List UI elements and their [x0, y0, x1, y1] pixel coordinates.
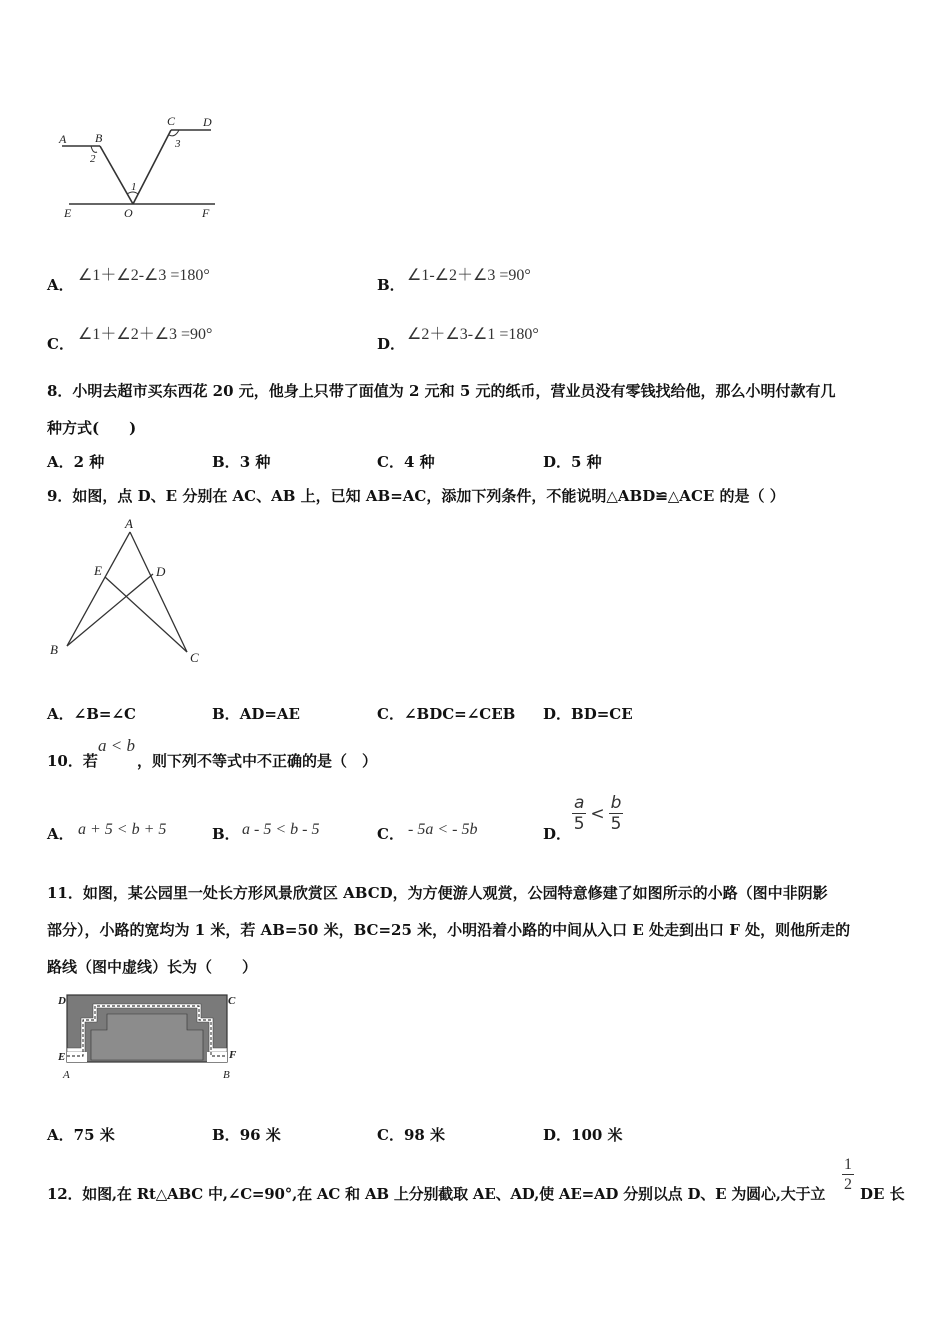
- q9-stem: 9．如图，点 D、E 分别在 AC、AB 上，已知 AB=AC，添加下列条件，不能说明△ABD≌△ACE 的是（ ）: [47, 487, 785, 505]
- q8-option-b-text: 3 种: [239, 453, 271, 471]
- label-a: A: [125, 516, 133, 531]
- label-b: B: [95, 131, 103, 145]
- q8-stem-line1: 8．小明去超市买东西花 20 元，他身上只带了面值为 2 元和 5 元的纸币，营业员没有零钱找给他，那么小明付款有几: [47, 382, 836, 400]
- q10-option-d-letter: D．: [543, 825, 572, 843]
- q8-option-d-letter: D．: [543, 453, 572, 471]
- q12-frac-num: 1: [844, 1156, 852, 1173]
- q11-stem-line3: 路线（图中虚线）长为（ ）: [47, 958, 258, 976]
- q9-option-d-letter: D．: [543, 705, 572, 723]
- label-d: D: [203, 115, 212, 129]
- line-bo: [100, 146, 133, 204]
- q10-option-d-den-b: 5: [610, 814, 622, 834]
- label-c: C: [167, 114, 176, 128]
- q10-option-d-fraction-a: [572, 795, 586, 833]
- q10-option-b-letter: B．: [212, 825, 240, 843]
- q7-option-c-letter: C．: [47, 335, 74, 353]
- q11-option-a: [47, 1124, 115, 1145]
- q8-option-d-text: 5 种: [571, 453, 602, 471]
- q8-option-a: [47, 451, 104, 472]
- q11-option-d: [543, 1124, 623, 1145]
- q10-option-c-text: - 5a < - 5b: [408, 821, 478, 838]
- q8-stem-line2: 种方式( ): [47, 419, 137, 437]
- label-f: F: [202, 206, 210, 220]
- q10-option-a-letter: A．: [47, 825, 74, 843]
- label-d: D: [156, 564, 166, 579]
- path-lower-right: [207, 1052, 227, 1062]
- line-ac: [130, 532, 187, 652]
- q9-option-b: [212, 703, 300, 724]
- q10-suffix: ，则下列不等式中不正确的是（ ）: [137, 752, 378, 770]
- q11-option-b-text: 96 米: [239, 1126, 281, 1144]
- q9-option-c: [377, 703, 515, 724]
- q12-half-fraction: [842, 1157, 854, 1193]
- q11-option-a-text: 75 米: [73, 1126, 115, 1144]
- label-a: A: [63, 1069, 70, 1081]
- q11-option-c-text: 98 米: [403, 1126, 446, 1144]
- label-o: O: [124, 206, 133, 220]
- q7-option-a-text: ∠1＋∠2-∠3 =180°: [78, 267, 210, 284]
- label-angle-3: 3: [175, 138, 181, 150]
- q10-option-d-num-b: b: [610, 793, 622, 813]
- q8-option-a-letter: A．: [47, 453, 74, 471]
- q10-option-d-relation: <: [590, 804, 605, 824]
- q8-option-d: [543, 451, 602, 472]
- q7-option-d-letter: D．: [377, 335, 406, 353]
- q9-option-d-text: BD=CE: [571, 705, 633, 723]
- q11-option-c: [377, 1124, 445, 1145]
- q10-option-d-fraction-b: [609, 795, 624, 833]
- label-e: E: [58, 1051, 66, 1063]
- label-a: A: [59, 132, 67, 146]
- q9-option-c-letter: C．: [377, 705, 404, 723]
- inner-block: [91, 1014, 203, 1060]
- q7-option-d-text: ∠2＋∠3-∠1 =180°: [407, 326, 539, 343]
- q8-option-c-text: 4 种: [403, 453, 435, 471]
- q9-figure: [45, 512, 210, 667]
- q9-option-b-text: AD=AE: [239, 705, 300, 723]
- angle-2-arc: [91, 146, 97, 152]
- q9-option-a-text: ∠B=∠C: [73, 705, 136, 723]
- q11-figure: [55, 990, 245, 1082]
- label-c: C: [228, 995, 236, 1007]
- q8-option-b-letter: B．: [212, 453, 240, 471]
- q12-stem-part1: 12．如图,在 Rt△ABC 中,∠C=90°,在 AC 和 AB 上分别截取 AE、AD,使 AE=AD 分别以点 D、E 为圆心,大于立: [47, 1185, 826, 1203]
- line-ab: [67, 532, 130, 646]
- q11-option-d-letter: D．: [543, 1126, 572, 1144]
- q11-option-c-letter: C．: [377, 1126, 404, 1144]
- label-e: E: [64, 206, 72, 220]
- q7-option-c-text: ∠1＋∠2＋∠3 =90°: [78, 326, 213, 343]
- q8-option-a-text: 2 种: [73, 453, 105, 471]
- q12-stem-part2: DE 长: [860, 1185, 905, 1203]
- q7-figure: [55, 110, 225, 225]
- q7-option-b-letter: B．: [377, 276, 405, 294]
- q9-option-d: [543, 703, 633, 724]
- line-ce: [105, 577, 187, 652]
- q12-frac-den: 2: [844, 1176, 852, 1193]
- label-c: C: [190, 650, 199, 665]
- q7-option-b-text: ∠1-∠2＋∠3 =90°: [407, 267, 531, 284]
- label-b: B: [223, 1069, 230, 1081]
- q8-option-b: [212, 451, 270, 472]
- q10-prefix: 10．若: [47, 752, 98, 770]
- q9-option-a: [47, 703, 136, 724]
- q9-option-b-letter: B．: [212, 705, 240, 723]
- line-bd: [67, 574, 153, 646]
- line-oc: [133, 130, 171, 204]
- q10-option-d-expression: [572, 795, 623, 833]
- q10-option-d-num-a: a: [574, 793, 585, 813]
- label-f: F: [229, 1049, 237, 1061]
- q10-option-d-den-a: 5: [573, 814, 585, 834]
- label-angle-2: 2: [90, 153, 96, 165]
- q11-option-a-letter: A．: [47, 1126, 74, 1144]
- q10-condition: a < b: [98, 736, 135, 755]
- label-angle-1: 1: [131, 181, 137, 193]
- q10-option-b-text: a - 5 < b - 5: [242, 821, 320, 838]
- q10-option-c-letter: C．: [377, 825, 404, 843]
- q11-option-d-text: 100 米: [571, 1126, 623, 1144]
- q11-stem-line2: 部分），小路的宽均为 1 米，若 AB=50 米，BC=25 米，小明沿着小路的中间从入口 E 处走到出口 F 处，则他所走的: [47, 921, 851, 939]
- q7-option-a-letter: A．: [47, 276, 74, 294]
- q11-stem-line1: 11．如图，某公园里一处长方形风景欣赏区 ABCD，为方便游人观赏，公园特意修建了如图所示的小路（图中非阴影: [47, 884, 828, 902]
- q8-option-c: [377, 451, 435, 472]
- q8-option-c-letter: C．: [377, 453, 404, 471]
- label-b: B: [50, 642, 58, 657]
- path-lower-left: [67, 1052, 87, 1062]
- q11-option-b-letter: B．: [212, 1126, 240, 1144]
- label-e: E: [94, 563, 102, 578]
- q9-option-c-text: ∠BDC=∠CEB: [403, 705, 516, 723]
- label-d: D: [58, 995, 66, 1007]
- q11-option-b: [212, 1124, 281, 1145]
- q10-option-a-text: a + 5 < b + 5: [78, 821, 167, 838]
- q9-option-a-letter: A．: [47, 705, 74, 723]
